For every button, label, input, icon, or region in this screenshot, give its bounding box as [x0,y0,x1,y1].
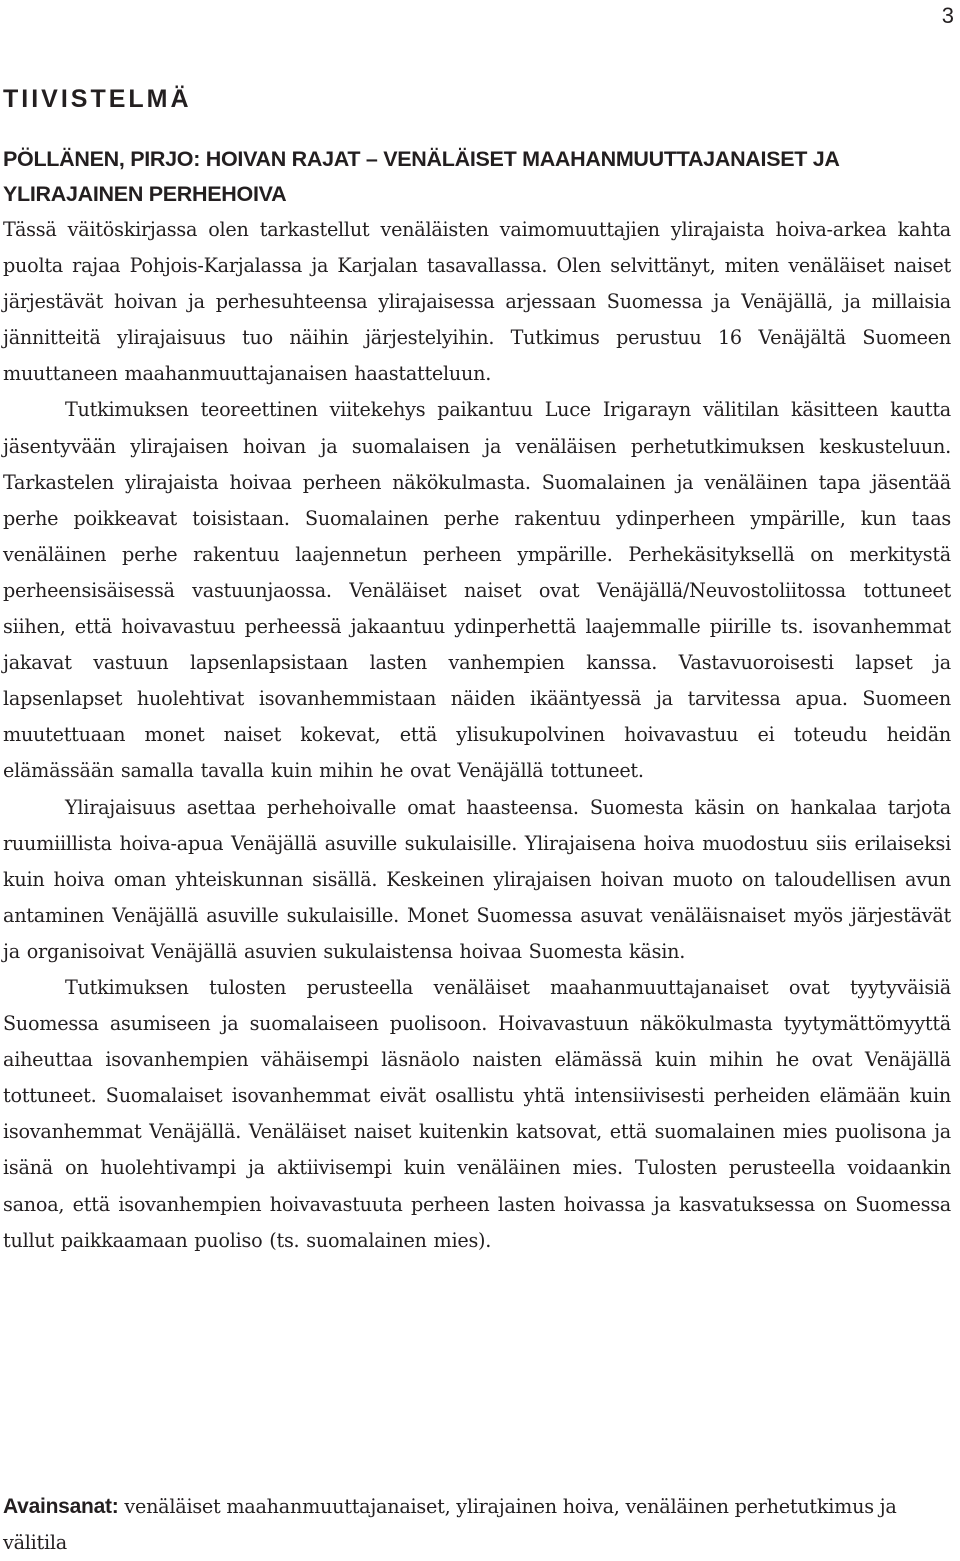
section-heading: TIIVISTELMÄ [3,85,192,113]
page-number: 3 [941,3,954,28]
keywords-label: Avainsanat: [3,1495,119,1518]
abstract-paragraph-2: Tutkimuksen teoreettinen viitekehys paikantuu Luce Irigarayn välitilan käsitteen kautta jäsentyvään ylirajaisen hoivan ja suomalaisen ja venäläisen perhetutkimuksen keskusteluun. Tarkastelen ylirajaista hoivaa perheen näkökulmasta. Suomalainen ja venäläinen tapa jäsentää perhe poikkeavat toisistaan. Suomalainen perhe rakentuu ydinperheen ympärille, kun taas venäläinen perhe rakentuu laajennetun perheen ympärille. Perhekäsityksellä on merkitystä perheensisäisessä vastuunjaossa. Venäläiset naiset ovat Venäjällä/Neuvostoliitossa tottuneet siihen, että hoivavastuu perheessä jakaantuu ydinperhettä laajemmalle piirille ts. isovanhemmat jakavat vastuun lapsenlapsistaan lasten vanhempien kanssa. Vastavuoroisesti lapset ja lapsenlapset huolehtivat isovanhemmistaan näiden ikääntyessä ja tarvitessa apua. Suomeen muutettuaan monet naiset kokevat, että ylisukupolvinen hoivavastuu ei toteudu heidän elämässään samalla tavalla kuin mihin he ovat Venäjällä tottuneet. [3,398,951,783]
keywords-text: venäläiset maahanmuuttajanaiset, ylirajainen hoiva, venäläinen perhetutkimus ja välitila [3,1495,897,1554]
abstract-paragraph-1: Tässä väitöskirjassa olen tarkastellut venäläisten vaimomuuttajien ylirajaista hoiva-arkea kahta puolta rajaa Pohjois-Karjalassa ja Karjalan tasavallassa. Olen selvittänyt, miten venäläiset naiset järjestävät hoivan ja perhesuhteensa ylirajaisessa arjessaan Suomessa ja Venäjällä, ja millaisia jännitteitä ylirajaisuus tuo näihin järjestelyihin. Tutkimus perustuu 16 Venäjältä Suomeen muuttaneen maahanmuuttajanaisen haastatteluun. [3,218,951,386]
document-title: PÖLLÄNEN, PIRJO: HOIVAN RAJAT – VENÄLÄISET MAAHANMUUTTAJANAISET JA YLIRAJAINEN PERHEHOIVA [3,147,839,206]
abstract-paragraph-3: Ylirajaisuus asettaa perhehoivalle omat haasteensa. Suomesta käsin on hankalaa tarjota ruumiillista hoiva-apua Venäjällä asuville sukulaisille. Ylirajaisena hoiva muodostuu siis erilaiseksi kuin hoiva oman yhteiskunnan sisällä. Keskeinen ylirajaisen hoivan muoto on taloudellisen avun antaminen Venäjällä asuville sukulaisille. Monet Suomessa asuvat venäläisnaiset myös järjestävät ja organisoivat Venäjällä asuvien sukulaistensa hoivaa Suomesta käsin. [3,795,951,963]
abstract-body [3,212,951,1259]
abstract-paragraph-4: Tutkimuksen tulosten perusteella venäläiset maahanmuuttajanaiset ovat tyytyväisiä Suomessa asumiseen ja suomalaiseen puolisoon. Hoivavastuun näkökulmasta tyytymättömyyttä aiheuttaa isovanhempien vähäisempi läsnäolo naisten elämässä kuin mihin he ovat Venäjällä tottuneet. Suomalaiset isovanhemmat eivät osallistu yhtä intensiivisesti perheiden elämään kuin isovanhemmat Venäjällä. Venäläiset naiset kuitenkin katsovat, että suomalainen mies puolisona ja isänä on huolehtivampi ja aktiivisempi kuin venäläinen mies. Tulosten perusteella voidaankin sanoa, että isovanhempien hoivavastuuta perheen lasten hoivassa ja kasvatuksessa on Suomessa tullut paikkaamaan puoliso (ts. suomalainen mies). [3,975,951,1252]
keywords [3,1489,951,1561]
